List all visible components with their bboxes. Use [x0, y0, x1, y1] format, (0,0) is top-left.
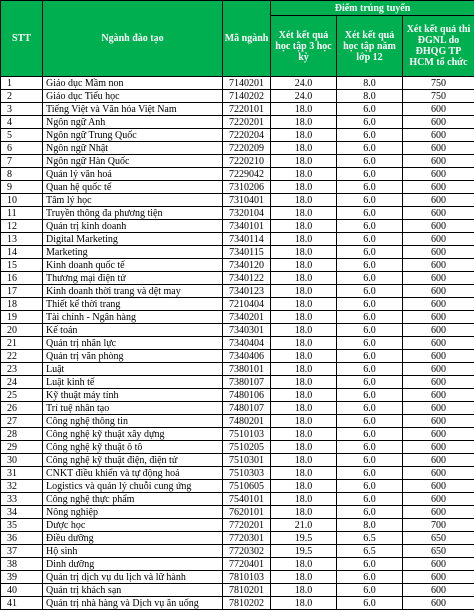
stt-cell: 2: [1, 90, 43, 103]
major-name-cell: Thiết kế thời trang: [43, 298, 223, 311]
grade12-score-cell: 6.0: [337, 454, 403, 467]
major-code-cell: 7620101: [223, 506, 271, 519]
table-row: [1, 350, 474, 363]
major-name-cell: Công nghệ thông tin: [43, 415, 223, 428]
stt-cell: 21: [1, 337, 43, 350]
table-row: [1, 220, 474, 233]
major-code-cell: 7380107: [223, 376, 271, 389]
stt-cell: 34: [1, 506, 43, 519]
dgnl-score-cell: 600: [403, 389, 474, 402]
three-semester-score-cell: 18.0: [271, 194, 337, 207]
grade12-score-cell: 6.0: [337, 350, 403, 363]
major-code-cell: 7220209: [223, 142, 271, 155]
grade12-score-cell: 6.0: [337, 493, 403, 506]
table-row: [1, 272, 474, 285]
stt-cell: 6: [1, 142, 43, 155]
three-semester-score-cell: 18.0: [271, 324, 337, 337]
three-semester-score-cell: 21.0: [271, 519, 337, 532]
grade12-score-cell: 6.0: [337, 506, 403, 519]
dgnl-score-cell: 600: [403, 467, 474, 480]
grade12-score-cell: 6.0: [337, 467, 403, 480]
major-code-cell: 7810103: [223, 571, 271, 584]
dgnl-score-cell: 600: [403, 402, 474, 415]
major-code-cell: 7340123: [223, 285, 271, 298]
grade12-score-cell: 6.0: [337, 220, 403, 233]
stt-cell: 26: [1, 402, 43, 415]
major-code-cell: 7510205: [223, 441, 271, 454]
dgnl-score-cell: 750: [403, 90, 474, 103]
grade12-score-cell: 6.0: [337, 207, 403, 220]
table-header: [1, 1, 474, 77]
major-code-cell: 7340404: [223, 337, 271, 350]
three-semester-score-cell: 24.0: [271, 90, 337, 103]
three-semester-score-cell: 18.0: [271, 389, 337, 402]
major-code-cell: 7720301: [223, 532, 271, 545]
dgnl-score-cell: 650: [403, 532, 474, 545]
major-code-cell: 7340115: [223, 246, 271, 259]
dgnl-score-cell: 600: [403, 142, 474, 155]
table-row: [1, 428, 474, 441]
major-code-cell: 7340301: [223, 324, 271, 337]
three-semester-score-cell: 18.0: [271, 584, 337, 597]
three-semester-score-cell: 18.0: [271, 207, 337, 220]
dgnl-score-cell: 600: [403, 454, 474, 467]
dgnl-score-cell: 600: [403, 285, 474, 298]
major-code-cell: 7220210: [223, 155, 271, 168]
major-name-cell: Quản trị nhà hàng và Dịch vụ ăn uống: [43, 597, 223, 610]
grade12-score-cell: 6.0: [337, 272, 403, 285]
dgnl-score-cell: 600: [403, 415, 474, 428]
major-code-cell: 7540101: [223, 493, 271, 506]
dgnl-score-cell: 600: [403, 194, 474, 207]
table-row: [1, 597, 474, 610]
major-name-cell: Ngôn ngữ Hàn Quốc: [43, 155, 223, 168]
major-name-cell: Công nghệ kỹ thuật xây dựng: [43, 428, 223, 441]
major-name-cell: Công nghệ kỹ thuật điện, điện tử: [43, 454, 223, 467]
table-row: [1, 259, 474, 272]
grade12-score-cell: 6.0: [337, 337, 403, 350]
dgnl-score-cell: 750: [403, 77, 474, 90]
major-name-cell: Kinh doanh quốc tế: [43, 259, 223, 272]
stt-cell: 11: [1, 207, 43, 220]
major-name-cell: Kế toán: [43, 324, 223, 337]
three-semester-score-cell: 18.0: [271, 441, 337, 454]
three-semester-score-cell: 18.0: [271, 506, 337, 519]
stt-cell: 35: [1, 519, 43, 532]
major-name-cell: Hộ sinh: [43, 545, 223, 558]
table-row: [1, 324, 474, 337]
major-name-cell: Trí tuệ nhân tạo: [43, 402, 223, 415]
grade12-score-cell: 6.0: [337, 285, 403, 298]
three-semester-score-cell: 19.5: [271, 545, 337, 558]
stt-cell: 29: [1, 441, 43, 454]
stt-cell: 28: [1, 428, 43, 441]
table-row: [1, 116, 474, 129]
major-code-cell: 7810201: [223, 584, 271, 597]
stt-cell: 31: [1, 467, 43, 480]
table-row: [1, 519, 474, 532]
major-name-cell: Công nghệ thực phẩm: [43, 493, 223, 506]
major-name-cell: Marketing: [43, 246, 223, 259]
major-name-cell: Digital Marketing: [43, 233, 223, 246]
major-code-cell: 7340201: [223, 311, 271, 324]
stt-cell: 41: [1, 597, 43, 610]
table-row: [1, 129, 474, 142]
dgnl-score-cell: 600: [403, 558, 474, 571]
major-code-cell: 7510103: [223, 428, 271, 441]
table-row: [1, 233, 474, 246]
header-row-top: [1, 1, 474, 16]
stt-cell: 30: [1, 454, 43, 467]
major-name-cell: Logistics và quản lý chuỗi cung ứng: [43, 480, 223, 493]
grade12-score-cell: 6.0: [337, 246, 403, 259]
major-code-cell: 7480107: [223, 402, 271, 415]
grade12-score-cell: 6.0: [337, 389, 403, 402]
three-semester-score-cell: 18.0: [271, 558, 337, 571]
dgnl-score-cell: 600: [403, 272, 474, 285]
dgnl-score-cell: 600: [403, 259, 474, 272]
table-row: [1, 441, 474, 454]
major-name-cell: Ngôn ngữ Nhật: [43, 142, 223, 155]
dgnl-score-cell: 600: [403, 298, 474, 311]
stt-cell: 27: [1, 415, 43, 428]
major-code-cell: 7480201: [223, 415, 271, 428]
major-code-cell: 7340406: [223, 350, 271, 363]
dgnl-score-cell: 600: [403, 493, 474, 506]
major-name-cell: Quản trị văn phòng: [43, 350, 223, 363]
table-row: [1, 298, 474, 311]
stt-cell: 20: [1, 324, 43, 337]
grade12-score-cell: 6.0: [337, 194, 403, 207]
major-name-cell: Quan hệ quốc tế: [43, 181, 223, 194]
three-semester-score-cell: 18.0: [271, 467, 337, 480]
major-name-cell: Quản trị nhân lực: [43, 337, 223, 350]
grade12-header: Xét kết quả học tập năm lớp 12: [337, 16, 403, 77]
stt-cell: 18: [1, 298, 43, 311]
stt-cell: 40: [1, 584, 43, 597]
major-name-cell: Nông nghiệp: [43, 506, 223, 519]
grade12-score-cell: 6.0: [337, 233, 403, 246]
major-code-cell: 7229042: [223, 168, 271, 181]
grade12-score-cell: 6.0: [337, 103, 403, 116]
grade12-score-cell: 6.0: [337, 441, 403, 454]
table-row: [1, 285, 474, 298]
grade12-score-cell: 6.5: [337, 532, 403, 545]
grade12-score-cell: 8.0: [337, 77, 403, 90]
three-semester-score-cell: 18.0: [271, 168, 337, 181]
dgnl-header: Xét kết quả thi ĐGNL do ĐHQG TP HCM tổ chức: [403, 16, 474, 77]
major-code-cell: 7310206: [223, 181, 271, 194]
major-code-cell: 7340120: [223, 259, 271, 272]
major-name-cell: CNKT điều khiển và tự động hoá: [43, 467, 223, 480]
stt-cell: 17: [1, 285, 43, 298]
stt-cell: 23: [1, 363, 43, 376]
grade12-score-cell: 6.0: [337, 259, 403, 272]
three-semester-score-cell: 18.0: [271, 480, 337, 493]
dgnl-score-cell: 600: [403, 480, 474, 493]
dgnl-score-cell: 650: [403, 545, 474, 558]
stt-cell: 33: [1, 493, 43, 506]
table-row: [1, 584, 474, 597]
grade12-score-cell: 6.0: [337, 155, 403, 168]
major-name-cell: Giáo dục Tiểu học: [43, 90, 223, 103]
major-name-cell: Quản trị dịch vụ du lịch và lữ hành: [43, 571, 223, 584]
dgnl-score-cell: 600: [403, 155, 474, 168]
table-row: [1, 480, 474, 493]
table-row: [1, 402, 474, 415]
table-row: [1, 311, 474, 324]
three-semester-score-cell: 19.5: [271, 532, 337, 545]
dgnl-score-cell: 600: [403, 363, 474, 376]
three-semester-score-cell: 18.0: [271, 428, 337, 441]
major-name-cell: Tâm lý học: [43, 194, 223, 207]
grade12-score-cell: 6.0: [337, 376, 403, 389]
dgnl-score-cell: 600: [403, 584, 474, 597]
table-row: [1, 415, 474, 428]
three-semester-score-cell: 18.0: [271, 220, 337, 233]
three-semester-score-cell: 18.0: [271, 285, 337, 298]
table-row: [1, 155, 474, 168]
stt-cell: 24: [1, 376, 43, 389]
grade12-score-cell: 6.0: [337, 597, 403, 610]
three-semester-header: Xét kết quả học tập 3 học kỳ: [271, 16, 337, 77]
stt-cell: 14: [1, 246, 43, 259]
three-semester-score-cell: 18.0: [271, 246, 337, 259]
dgnl-score-cell: 600: [403, 571, 474, 584]
score-group-header: Điểm trúng tuyển: [271, 1, 474, 16]
three-semester-score-cell: 18.0: [271, 363, 337, 376]
stt-cell: 5: [1, 129, 43, 142]
grade12-score-cell: 6.0: [337, 116, 403, 129]
table-row: [1, 532, 474, 545]
three-semester-score-cell: 18.0: [271, 181, 337, 194]
three-semester-score-cell: 18.0: [271, 103, 337, 116]
table-row: [1, 77, 474, 90]
dgnl-score-cell: 600: [403, 116, 474, 129]
major-name-cell: Luật kinh tế: [43, 376, 223, 389]
three-semester-score-cell: 18.0: [271, 597, 337, 610]
dgnl-score-cell: 600: [403, 246, 474, 259]
stt-cell: 4: [1, 116, 43, 129]
dgnl-score-cell: 600: [403, 233, 474, 246]
major-code-cell: 7220101: [223, 103, 271, 116]
three-semester-score-cell: 18.0: [271, 311, 337, 324]
dgnl-score-cell: 600: [403, 181, 474, 194]
table-row: [1, 194, 474, 207]
three-semester-score-cell: 18.0: [271, 350, 337, 363]
dgnl-score-cell: 600: [403, 220, 474, 233]
major-name-cell: Ngôn ngữ Trung Quốc: [43, 129, 223, 142]
major-name-cell: Thương mại điện tử: [43, 272, 223, 285]
major-name-cell: Kinh doanh thời trang và dệt may: [43, 285, 223, 298]
dgnl-score-cell: 600: [403, 337, 474, 350]
three-semester-score-cell: 18.0: [271, 493, 337, 506]
three-semester-score-cell: 18.0: [271, 259, 337, 272]
grade12-score-cell: 6.0: [337, 181, 403, 194]
dgnl-score-cell: 700: [403, 519, 474, 532]
three-semester-score-cell: 18.0: [271, 454, 337, 467]
table-row: [1, 493, 474, 506]
grade12-score-cell: 6.0: [337, 402, 403, 415]
grade12-score-cell: 6.0: [337, 428, 403, 441]
three-semester-score-cell: 24.0: [271, 77, 337, 90]
major-name-cell: Điều dưỡng: [43, 532, 223, 545]
table-row: [1, 90, 474, 103]
stt-cell: 10: [1, 194, 43, 207]
major-name-cell: Tài chính - Ngân hàng: [43, 311, 223, 324]
stt-cell: 22: [1, 350, 43, 363]
stt-cell: 8: [1, 168, 43, 181]
stt-cell: 12: [1, 220, 43, 233]
major-name-cell: Truyền thông đa phương tiện: [43, 207, 223, 220]
three-semester-score-cell: 18.0: [271, 116, 337, 129]
stt-cell: 37: [1, 545, 43, 558]
dgnl-score-cell: 600: [403, 376, 474, 389]
stt-cell: 32: [1, 480, 43, 493]
major-code-cell: 7220201: [223, 116, 271, 129]
major-name-cell: Quản trị khách sạn: [43, 584, 223, 597]
three-semester-score-cell: 18.0: [271, 129, 337, 142]
major-name-cell: Tiếng Việt và Văn hóa Việt Nam: [43, 103, 223, 116]
stt-cell: 1: [1, 77, 43, 90]
table-row: [1, 376, 474, 389]
dgnl-score-cell: 600: [403, 103, 474, 116]
grade12-score-cell: 8.0: [337, 519, 403, 532]
major-code-cell: 7720401: [223, 558, 271, 571]
major-code-cell: 7210404: [223, 298, 271, 311]
major-code-cell: 7140202: [223, 90, 271, 103]
major-name-cell: Giáo dục Mầm non: [43, 77, 223, 90]
grade12-score-cell: 6.0: [337, 571, 403, 584]
stt-cell: 7: [1, 155, 43, 168]
three-semester-score-cell: 18.0: [271, 571, 337, 584]
grade12-score-cell: 6.0: [337, 558, 403, 571]
grade12-score-cell: 6.0: [337, 480, 403, 493]
stt-cell: 38: [1, 558, 43, 571]
major-name-cell: Ngôn ngữ Anh: [43, 116, 223, 129]
stt-cell: 9: [1, 181, 43, 194]
major-name-cell: Công nghệ kỹ thuật ô tô: [43, 441, 223, 454]
table-row: [1, 467, 474, 480]
three-semester-score-cell: 18.0: [271, 155, 337, 168]
table-row: [1, 506, 474, 519]
table-body: [1, 77, 474, 610]
dgnl-score-cell: 600: [403, 207, 474, 220]
three-semester-score-cell: 18.0: [271, 415, 337, 428]
grade12-score-cell: 6.0: [337, 142, 403, 155]
major-code-cell: 7510301: [223, 454, 271, 467]
table-row: [1, 363, 474, 376]
grade12-score-cell: 6.0: [337, 129, 403, 142]
table-row: [1, 454, 474, 467]
major-code-cell: 7510605: [223, 480, 271, 493]
major-name-cell: Dược học: [43, 519, 223, 532]
grade12-score-cell: 6.0: [337, 311, 403, 324]
dgnl-score-cell: 600: [403, 597, 474, 610]
three-semester-score-cell: 18.0: [271, 142, 337, 155]
three-semester-score-cell: 18.0: [271, 233, 337, 246]
three-semester-score-cell: 18.0: [271, 402, 337, 415]
grade12-score-cell: 8.0: [337, 90, 403, 103]
major-name-cell: Luật: [43, 363, 223, 376]
three-semester-score-cell: 18.0: [271, 376, 337, 389]
dgnl-score-cell: 600: [403, 350, 474, 363]
table-row: [1, 181, 474, 194]
dgnl-score-cell: 600: [403, 324, 474, 337]
table-row: [1, 246, 474, 259]
major-code-cell: 7340122: [223, 272, 271, 285]
grade12-score-cell: 6.0: [337, 363, 403, 376]
major-code-cell: 7810202: [223, 597, 271, 610]
table-row: [1, 571, 474, 584]
dgnl-score-cell: 600: [403, 428, 474, 441]
dgnl-score-cell: 600: [403, 129, 474, 142]
major-code-cell: 7220204: [223, 129, 271, 142]
stt-cell: 39: [1, 571, 43, 584]
major-code-cell: 7320104: [223, 207, 271, 220]
grade12-score-cell: 6.0: [337, 415, 403, 428]
dgnl-score-cell: 600: [403, 441, 474, 454]
major-code-cell: 7720302: [223, 545, 271, 558]
major-code-cell: 7380101: [223, 363, 271, 376]
major-name-cell: Dinh dưỡng: [43, 558, 223, 571]
stt-cell: 15: [1, 259, 43, 272]
major-code-cell: 7340114: [223, 233, 271, 246]
table-row: [1, 389, 474, 402]
stt-cell: 16: [1, 272, 43, 285]
major-name-cell: Quản trị kinh doanh: [43, 220, 223, 233]
stt-cell: 13: [1, 233, 43, 246]
major-code-cell: 7720201: [223, 519, 271, 532]
table-row: [1, 337, 474, 350]
table-row: [1, 168, 474, 181]
three-semester-score-cell: 18.0: [271, 337, 337, 350]
major-code-cell: 7510303: [223, 467, 271, 480]
grade12-score-cell: 6.0: [337, 584, 403, 597]
three-semester-score-cell: 18.0: [271, 298, 337, 311]
grade12-score-cell: 6.0: [337, 324, 403, 337]
grade12-score-cell: 6.5: [337, 545, 403, 558]
table-row: [1, 207, 474, 220]
dgnl-score-cell: 600: [403, 506, 474, 519]
stt-cell: 25: [1, 389, 43, 402]
stt-cell: 3: [1, 103, 43, 116]
major-name-cell: Kỹ thuật máy tính: [43, 389, 223, 402]
code-header: Mã ngành: [223, 1, 271, 77]
table-row: [1, 558, 474, 571]
dgnl-score-cell: 600: [403, 311, 474, 324]
stt-cell: 36: [1, 532, 43, 545]
major-code-cell: 7140201: [223, 77, 271, 90]
grade12-score-cell: 6.0: [337, 298, 403, 311]
major-code-cell: 7480106: [223, 389, 271, 402]
stt-header: STT: [1, 1, 43, 77]
table-row: [1, 545, 474, 558]
major-header: Ngành đào tạo: [43, 1, 223, 77]
major-name-cell: Quản lý văn hoá: [43, 168, 223, 181]
table-row: [1, 103, 474, 116]
major-code-cell: 7310401: [223, 194, 271, 207]
stt-cell: 19: [1, 311, 43, 324]
dgnl-score-cell: 600: [403, 168, 474, 181]
major-code-cell: 7340101: [223, 220, 271, 233]
three-semester-score-cell: 18.0: [271, 272, 337, 285]
grade12-score-cell: 6.0: [337, 168, 403, 181]
table-row: [1, 142, 474, 155]
